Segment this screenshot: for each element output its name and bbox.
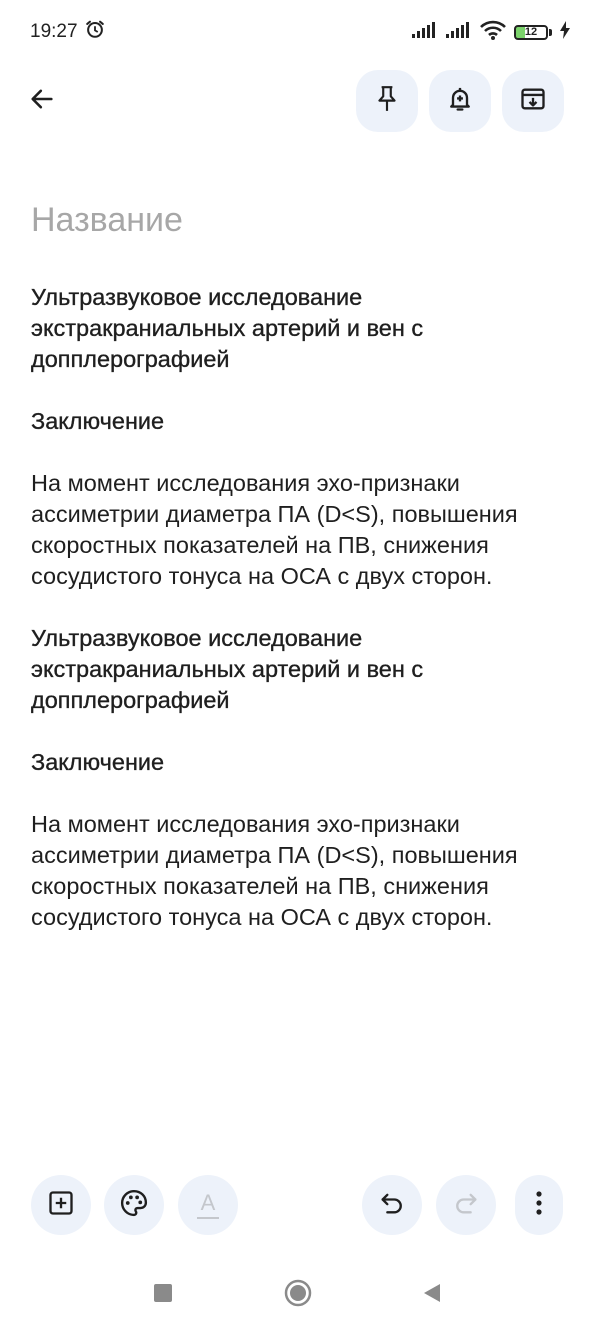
- back-triangle-icon: [422, 1283, 442, 1308]
- more-vert-icon: [535, 1189, 543, 1222]
- palette-icon: [119, 1188, 149, 1223]
- status-time: 19:27: [30, 21, 78, 42]
- note-content: [31, 196, 571, 964]
- note-title-input[interactable]: [31, 196, 571, 244]
- status-left: [30, 18, 106, 46]
- note-body[interactable]: [31, 282, 571, 933]
- back-arrow-icon: [28, 85, 56, 118]
- note-subheading: Заключение: [31, 408, 165, 434]
- pin-button[interactable]: [356, 70, 418, 132]
- note-subheading: Заключение: [31, 749, 165, 775]
- text-format-glyph: A: [200, 1189, 216, 1215]
- battery-icon: [514, 25, 552, 40]
- archive-icon: [519, 85, 547, 118]
- wifi-icon: [480, 20, 506, 45]
- undo-button[interactable]: [362, 1175, 422, 1235]
- note-paragraph: На момент исследования эхо-признаки ассиметрии диаметра ПА (D<S), повышения скоростных показателей на ПВ, снижения сосудистого тонуса на ОСА с двух сторон.: [31, 811, 518, 930]
- note-top-toolbar: [0, 70, 600, 132]
- undo-icon: [378, 1189, 406, 1222]
- back-button[interactable]: [18, 77, 66, 125]
- redo-icon: [452, 1189, 480, 1222]
- charging-icon: [560, 21, 570, 44]
- add-content-button[interactable]: [31, 1175, 91, 1235]
- text-format-icon: [197, 1189, 219, 1219]
- battery-level: 12: [514, 25, 548, 40]
- note-heading: Ультразвуковое исследование экстракраниальных артерий и вен с допплерографией: [31, 284, 424, 372]
- system-nav-bar: [0, 1270, 600, 1320]
- more-options-button[interactable]: [515, 1175, 563, 1235]
- archive-button[interactable]: [502, 70, 564, 132]
- home-button[interactable]: [273, 1270, 323, 1320]
- signal-icon: [412, 22, 438, 43]
- signal-icon: [446, 22, 472, 43]
- system-back-button[interactable]: [407, 1270, 457, 1320]
- recents-button[interactable]: [138, 1270, 188, 1320]
- note-heading: Ультразвуковое исследование экстракраниальных артерий и вен с допплерографией: [31, 625, 424, 713]
- pin-icon: [374, 85, 400, 118]
- recents-square-icon: [153, 1283, 173, 1308]
- note-paragraph: На момент исследования эхо-признаки ассиметрии диаметра ПА (D<S), повышения скоростных показателей на ПВ, снижения сосудистого тонуса на ОСА с двух сторон.: [31, 470, 518, 589]
- reminder-button[interactable]: [429, 70, 491, 132]
- text-format-button[interactable]: [178, 1175, 238, 1235]
- alarm-icon: [84, 18, 106, 46]
- home-circle-icon: [284, 1279, 312, 1312]
- background-color-button[interactable]: [104, 1175, 164, 1235]
- note-bottom-toolbar: [0, 1175, 600, 1237]
- reminder-bell-icon: [446, 85, 474, 118]
- add-box-icon: [47, 1189, 75, 1222]
- status-bar: [0, 0, 600, 64]
- redo-button[interactable]: [436, 1175, 496, 1235]
- status-right: [412, 20, 570, 45]
